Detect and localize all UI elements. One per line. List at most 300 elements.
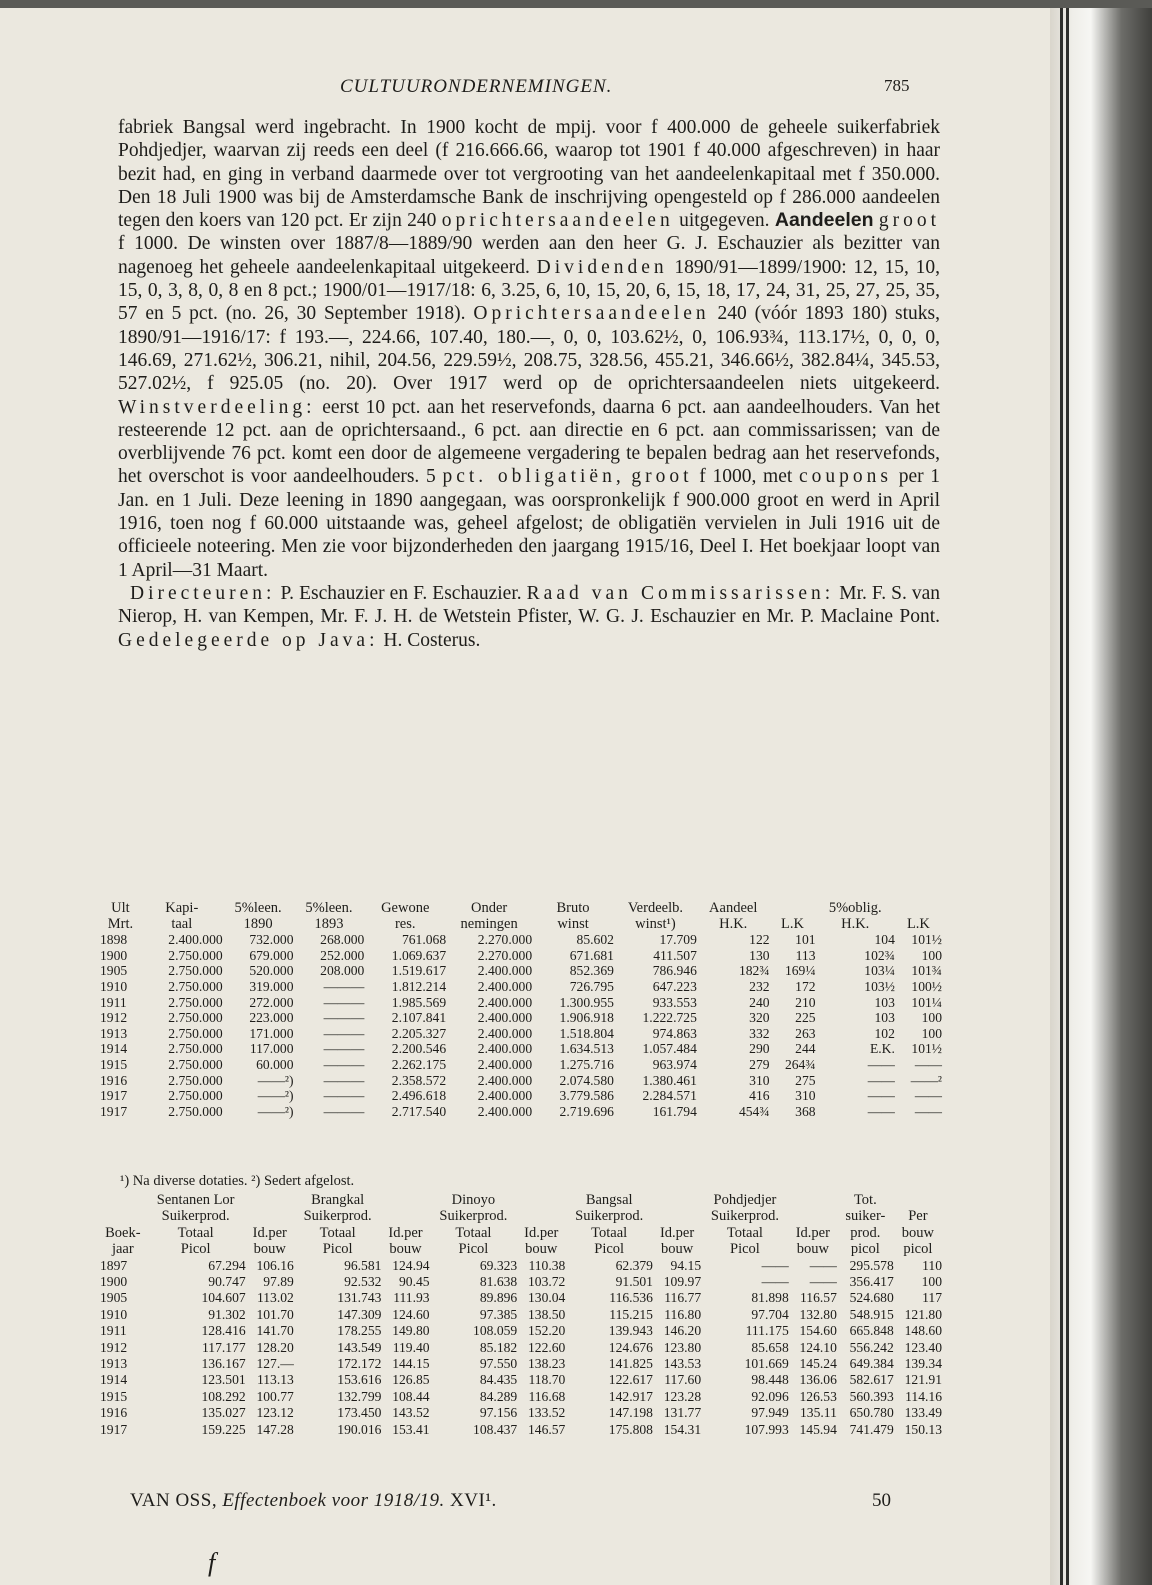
table-cell: 2.400.000 [477,978,533,994]
table-cell: 143.549 [337,1339,382,1355]
table-cell: 726.795 [569,978,614,994]
header-cell: 5%leen. [234,900,282,916]
table-cell: 150.13 [904,1421,942,1437]
table-cell: 97.704 [751,1306,789,1322]
table-cell: 295.578 [849,1257,894,1273]
header-cell: L.K [906,915,930,932]
header-cell: Suikerprod. [575,1208,644,1225]
table-cell: 2.270.000 [477,932,533,948]
header-cell: winst¹) [635,915,676,932]
table-row [100,1389,942,1405]
table-header-row [100,1241,942,1257]
table-cell: 113 [795,947,816,963]
header-cell: 5%oblig. [828,900,882,916]
table-cell: 89.896 [479,1290,518,1306]
table-cell: 252.000 [320,947,365,963]
table-row [100,1088,942,1104]
table-cell: 117.000 [249,1041,294,1057]
header-cell: Picol [458,1241,489,1258]
table-cell: 85.658 [751,1339,789,1355]
table-cell: 139.943 [608,1323,653,1339]
table-cell: 319.000 [249,978,294,994]
table-cell: 2.400.000 [477,1103,533,1119]
header-cell: Aandeel [709,900,758,916]
table-cell: 1.222.725 [642,1010,697,1026]
header-cell: bouw [901,1224,934,1241]
table-cell: 123.12 [256,1405,294,1421]
table-cell: 100 [921,947,942,963]
table-cell: 279 [749,1056,770,1072]
header-cell: Kapi- [165,900,199,916]
paragraph-management: Directeuren: P. Eschauzier en F. Eschauzier. Raad van Commissarissen: Mr. F. S. van Nierop, H. van Kempen, Mr. F. J. H. de Wetstein Pfister, W. G. J. Eschauzier en Mr. P. Maclaine Pont. Gedelegeerde op Java: H. Costerus. [118,582,941,651]
table-row [100,1340,942,1356]
table-cell: 90.45 [399,1274,430,1290]
header-cell: Totaal [319,1224,356,1241]
table-cell: 1910 [100,1306,128,1322]
table-cell: 1914 [100,1372,128,1388]
table-cell: 117.60 [664,1372,702,1388]
table-row [100,963,942,979]
table-cell: 128.20 [256,1339,294,1355]
header-cell: Boek- [105,1224,141,1241]
header-cell: Pohdjedjer [713,1192,777,1208]
table-cell: 146.57 [527,1421,566,1437]
table-cell: 142.917 [608,1388,653,1404]
table-cell: —— [761,1257,789,1273]
header-cell: Id.per [659,1224,695,1241]
table-cell: 2.205.327 [391,1025,447,1041]
table-cell: —— [809,1274,837,1290]
table-cell: 2.270.000 [477,947,533,963]
header-cell [653,1192,701,1208]
table-cell: 524.680 [849,1290,894,1306]
table-row [100,1356,942,1372]
table-cell: ——² [910,1072,942,1088]
table-cell: 91.501 [615,1274,653,1290]
table-cell: 85.602 [576,932,614,948]
header-cell: 5%leen. [305,900,353,916]
table-cell: 123.28 [663,1388,702,1404]
table-cell: 113.13 [256,1372,294,1388]
table-cell: ——— [323,1010,365,1026]
header-cell: Sentanen Lor [156,1192,235,1208]
table-cell: 786.946 [652,963,697,979]
table-cell: 761.068 [401,932,447,948]
header-cell: 1890 [243,915,273,932]
table-cell: ——²) [257,1088,294,1104]
table-row [100,1323,942,1339]
table-cell: 126.85 [392,1372,430,1388]
table-cell: 1.380.461 [642,1072,697,1088]
header-cell: Brangkal [311,1192,365,1208]
table-cell: 1.518.804 [559,1025,614,1041]
table-row [100,1041,942,1057]
table-header-row [100,1208,942,1224]
table-cell: 963.974 [652,1056,697,1072]
table-row [100,1057,942,1073]
header-cell: Dinoyo [451,1192,496,1208]
table-cell: 2.074.580 [559,1072,614,1088]
table-cell: 649.384 [849,1356,894,1372]
table-cell: 97.385 [479,1306,518,1322]
table-cell: 320 [749,1010,770,1026]
table-header-row [100,917,942,933]
table-cell: 101.669 [744,1356,789,1372]
page-footer [0,1490,1050,1516]
table-cell: 138.23 [527,1356,566,1372]
table-row [100,1307,942,1323]
table-cell: 275 [795,1072,816,1088]
table-row [100,932,942,948]
table-cell: 548.915 [849,1306,894,1322]
table-cell: 2.400.000 [477,1010,533,1026]
table-cell: 124.676 [608,1339,653,1355]
header-cell: Gewone [381,900,430,916]
sugar-production-table [100,1192,942,1438]
header-cell: bouw [796,1241,829,1258]
table-cell: 97.550 [479,1356,518,1372]
table-cell: 1.069.637 [391,947,447,963]
table-cell: 107.993 [744,1421,789,1437]
table-cell: 264¾ [784,1056,816,1072]
table-cell: 149.80 [392,1323,430,1339]
table-cell: 108.059 [473,1323,518,1339]
table-cell: 108.437 [473,1421,518,1437]
table-cell: 144.15 [392,1356,430,1372]
table-cell: 2.750.000 [168,1025,223,1041]
table-cell: 1.985.569 [391,994,447,1010]
table-cell: 2.400.000 [477,1025,533,1041]
header-cell: L.K [781,915,805,932]
table-cell: 1913 [100,1025,128,1041]
header-cell: res. [394,915,416,932]
table-cell: 81.898 [751,1290,789,1306]
table-cell: 263 [795,1025,816,1041]
table-cell: 67.294 [208,1257,246,1273]
table-cell: 97.89 [263,1274,294,1290]
table-cell: 1912 [100,1339,128,1355]
table-cell: 69.323 [479,1257,518,1273]
body-text [118,116,940,652]
pencil-mark: f [208,1548,216,1577]
table-cell: 109.97 [663,1274,702,1290]
header-cell [789,1192,837,1208]
table-cell: 101½ [911,1041,942,1057]
table-cell: —— [867,1088,895,1104]
table-cell: 1.634.513 [559,1041,614,1057]
table-cell: 852.369 [569,963,614,979]
table-cell: 131.743 [337,1290,382,1306]
table-cell: 153.616 [337,1372,382,1388]
table-cell: 121.80 [904,1306,942,1322]
table-row [100,1274,942,1290]
table-cell: 175.808 [608,1421,653,1437]
table-cell: 368 [795,1103,816,1119]
table-cell: 232 [749,978,770,994]
header-cell: Suikerprod. [710,1208,779,1225]
table-cell: 103 [874,1010,895,1026]
table-cell: —— [914,1088,942,1104]
table-cell: 122.617 [608,1372,653,1388]
table-cell: 2.750.000 [168,994,223,1010]
table-cell: 2.750.000 [168,1072,223,1088]
table-cell: 1898 [100,932,128,948]
table-cell: 116.536 [609,1290,653,1306]
table-cell: 136.06 [799,1372,837,1388]
table-cell: —— [867,1056,895,1072]
header-cell [100,1192,146,1208]
header-cell: H.K. [719,915,748,932]
table-cell: 146.20 [663,1323,702,1339]
table-cell: 124.60 [392,1306,430,1322]
table-cell: 148.60 [904,1323,942,1339]
table-cell: 1.812.214 [391,978,447,994]
table-cell: 2.750.000 [168,1041,223,1057]
table-cell: ——— [323,978,365,994]
header-cell: Picol [180,1241,211,1258]
table-cell: 101.70 [256,1306,294,1322]
table-cell: ——²) [257,1103,294,1119]
table-cell: 1915 [100,1056,128,1072]
table-cell: 454¾ [738,1103,770,1119]
header-cell [517,1192,565,1208]
table-cell: 101¾ [911,963,942,979]
table-row [100,979,942,995]
table-cell: 100.77 [256,1388,294,1404]
table-cell: 132.799 [337,1388,382,1404]
table-cell: 310 [795,1088,816,1104]
header-cell: Ult [111,900,130,916]
table-cell: 1913 [100,1356,128,1372]
header-cell: Picol [322,1241,353,1258]
footer-sheet-number: 50 [872,1490,891,1511]
running-head: CULTUURONDERNEMINGEN. [340,76,613,97]
table-cell: 111.175 [745,1323,789,1339]
header-cell: Suikerprod. [439,1208,508,1225]
table-cell: 97.949 [751,1405,789,1421]
table-cell: ——— [323,1056,365,1072]
table-cell: —— [867,1103,895,1119]
table-cell: 2.750.000 [168,1103,223,1119]
table-cell: ——— [323,994,365,1010]
footer-title: Effectenboek voor 1918/19. [222,1490,445,1511]
table-cell: 1916 [100,1405,128,1421]
table-cell: 124.94 [392,1257,430,1273]
table-cell: 2.719.696 [559,1103,614,1119]
table-row [100,1010,942,1026]
table-cell: 96.581 [344,1257,382,1273]
table-cell: 116.57 [800,1290,837,1306]
table-cell: 143.52 [392,1405,430,1421]
table-cell: 133.49 [904,1405,942,1421]
table-cell: 268.000 [320,932,365,948]
table-cell: 131.77 [663,1405,702,1421]
table-cell: 141.825 [608,1356,653,1372]
table-cell: 1.519.617 [391,963,447,979]
table-cell: 2.717.540 [391,1103,447,1119]
table-cell: 2.358.572 [391,1072,447,1088]
table-cell: 1.906.918 [559,1010,614,1026]
table-cell: —— [867,1072,895,1088]
table-cell: 114.16 [905,1388,942,1404]
table-cell: 110.38 [528,1257,566,1273]
table-cell: 136.167 [201,1356,246,1372]
table-cell: 94.15 [670,1257,702,1273]
table-cell: 169¼ [784,963,816,979]
table-cell: 135.027 [201,1405,246,1421]
table-cell: 101½ [911,932,942,948]
table-cell: 1911 [100,994,127,1010]
table-cell: 85.182 [479,1339,518,1355]
table-cell: 2.400.000 [168,932,223,948]
table-cell: 143.53 [663,1356,702,1372]
table-cell: 665.848 [849,1323,894,1339]
table-cell: 2.262.175 [391,1056,447,1072]
header-cell: Mrt. [107,915,134,932]
table-cell: 91.302 [208,1306,246,1322]
table-cell: 411.507 [653,947,697,963]
table-cell: 116.68 [528,1388,566,1404]
table-cell: 117.177 [202,1339,246,1355]
table-cell: 172 [795,978,816,994]
header-cell: bouw [660,1241,694,1258]
table-cell: 103.72 [527,1274,566,1290]
table-cell: 102 [874,1025,895,1041]
table-header-row [100,901,942,917]
table-cell: 103 [874,994,895,1010]
table-cell: 153.41 [392,1421,430,1437]
table-cell: 81.638 [479,1274,518,1290]
header-cell [517,1208,565,1224]
table-cell: 2.400.000 [477,1041,533,1057]
table-cell: 172.172 [337,1356,382,1372]
table-cell: ——— [323,1041,365,1057]
table-cell: 208.000 [320,963,365,979]
table-cell: 133.52 [527,1405,566,1421]
table-cell: 647.223 [652,978,697,994]
table-cell: 3.779.586 [559,1088,614,1104]
footer-author: VAN OSS, [130,1490,218,1511]
table-cell: 60.000 [256,1056,294,1072]
table-cell: 240 [749,994,770,1010]
table-cell: 111.93 [393,1290,430,1306]
table-cell: 2.750.000 [168,963,223,979]
table-cell: 272.000 [249,994,294,1010]
table-cell: 123.501 [201,1372,246,1388]
table-cell: 123.80 [663,1339,702,1355]
table-cell: 116.80 [664,1306,702,1322]
table-cell: 1917 [100,1421,128,1437]
table-cell: 225 [795,1010,816,1026]
table-cell: 161.794 [652,1103,697,1119]
table-cell: 520.000 [249,963,294,979]
header-cell: Totaal [455,1224,492,1241]
table-cell: 101¼ [911,994,942,1010]
table-cell: 103½ [864,978,895,994]
table-cell: 560.393 [849,1388,894,1404]
table-row [100,948,942,964]
table-cell: 130 [749,947,770,963]
table-cell: 100½ [911,978,942,994]
header-cell: taal [171,915,193,932]
header-cell [381,1208,429,1224]
table-cell: 159.225 [201,1421,246,1437]
table-cell: ——— [323,1103,365,1119]
header-cell: picol [850,1241,880,1258]
table-cell: 103¼ [864,963,895,979]
table-cell: 102¾ [864,947,895,963]
header-cell: Suikerprod. [303,1208,372,1225]
table-cell: 147.28 [256,1421,294,1437]
header-cell [895,901,942,917]
table-cell: 1905 [100,963,128,979]
header-cell: Id.per [524,1224,559,1241]
table-cell: 145.24 [799,1356,837,1372]
table-cell: ——— [323,1072,365,1088]
table-cell: E.K. [869,1041,895,1057]
table-cell: 100 [921,1274,942,1290]
table-cell: 145.94 [799,1421,837,1437]
table-cell: 130.04 [527,1290,566,1306]
table-cell: 178.255 [337,1323,382,1339]
table-footnote: ¹) Na diverse dotaties. ²) Sedert afgelost. [120,1173,355,1189]
table-cell: 1912 [100,1010,128,1026]
table-cell: 2.400.000 [477,1056,533,1072]
header-cell: bouw [253,1241,286,1258]
table-row [100,1104,942,1120]
header-cell: Totaal [726,1224,763,1241]
header-cell: suiker- [845,1208,886,1225]
table-cell: 332 [749,1025,770,1041]
table-row [100,1073,942,1089]
table-cell: 1914 [100,1041,128,1057]
table-cell: 2.750.000 [168,1056,223,1072]
header-cell: Suikerprod. [161,1208,230,1225]
table-cell: 2.750.000 [168,978,223,994]
table-cell: ——— [323,1088,365,1104]
header-cell: Totaal [591,1224,628,1241]
table-cell: 1.275.716 [559,1056,614,1072]
header-cell: jaar [111,1241,134,1258]
page-header [0,76,1050,100]
table-cell: 123.40 [904,1339,942,1355]
table-cell: 1905 [100,1290,128,1306]
table-cell: 62.379 [615,1257,653,1273]
table-cell: —— [914,1056,942,1072]
table-cell: 104 [874,932,895,948]
table-cell: 132.80 [799,1306,837,1322]
header-cell: Picol [594,1241,625,1258]
header-cell [770,901,816,917]
table-cell: —— [914,1103,942,1119]
header-cell: Id.per [388,1224,423,1241]
header-cell: Bruto [556,900,590,916]
table-cell: 2.107.841 [391,1010,447,1026]
table-cell: 119.40 [392,1339,430,1355]
table-cell: 2.496.618 [391,1088,447,1104]
table-cell: 100 [921,1010,942,1026]
header-cell [100,1208,146,1224]
table-cell: 113.02 [256,1290,294,1306]
header-cell: prod. [850,1224,881,1241]
header-cell: picol [903,1241,933,1258]
table-cell: 2.750.000 [168,1010,223,1026]
table-cell: 115.215 [609,1306,653,1322]
table-cell: 2.400.000 [477,1072,533,1088]
table-cell: 128.416 [201,1323,246,1339]
table-cell: 154.31 [663,1421,702,1437]
table-cell: 2.200.546 [391,1041,447,1057]
